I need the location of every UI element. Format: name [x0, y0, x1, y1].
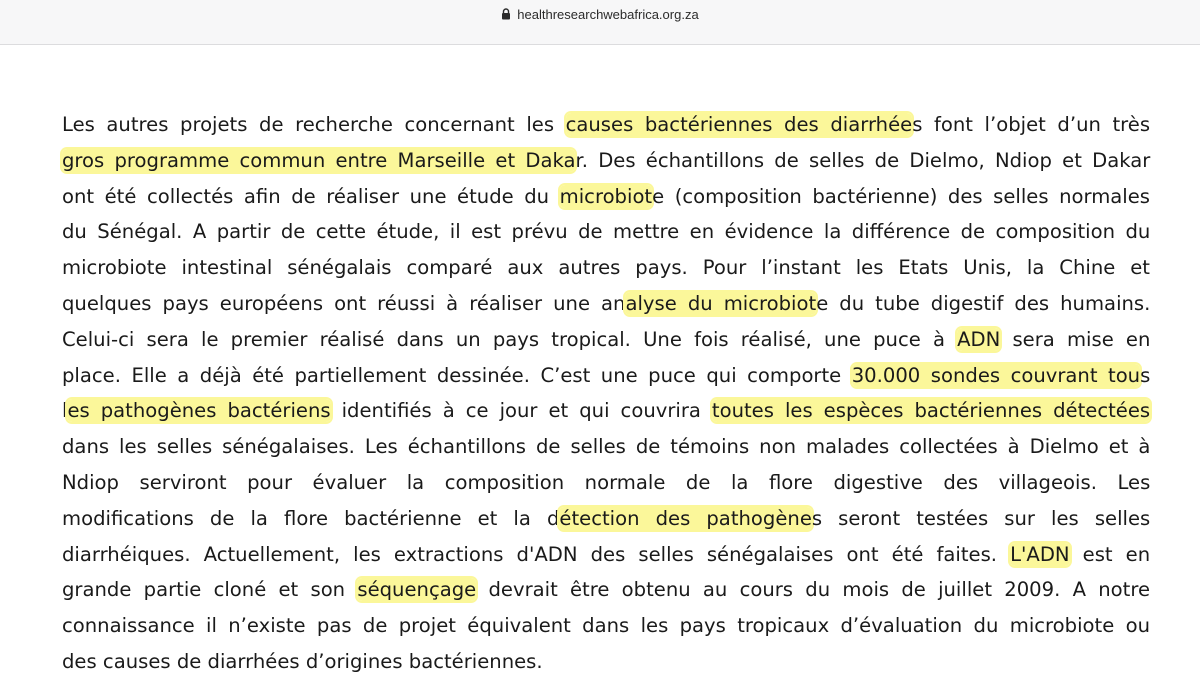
highlighted-text: es pathogènes bactériens — [67, 399, 331, 423]
highlighted-text: causes bactériennes des diarrhée — [565, 113, 913, 136]
text-line — [62, 361, 1150, 397]
text-line — [62, 575, 1150, 611]
text-line — [62, 504, 1150, 540]
text-segment: devrait être obtenu au cours du mois de juillet 2009. A notre — [476, 578, 1151, 602]
text-line — [62, 217, 1150, 253]
text-line — [62, 110, 1150, 146]
highlighted-text: étection des pathogène — [559, 506, 812, 530]
text-line — [62, 611, 1150, 647]
text-segment: identifiés à ce jour et qui couvrira — [330, 399, 712, 423]
text-segment: ont été collectés afin de réaliser une étude du — [62, 184, 560, 208]
text-segment: du Sénégal. A partir de cette étude, il est prévu de mettre en évidence la différence de composition du — [62, 220, 1151, 244]
text-segment: dans les selles sénégalaises. Les échantillons de selles de témoins non malades collectées à Dielmo et à — [62, 435, 1151, 459]
text-segment: Ndiop serviront pour évaluer la composition normale de la flore digestive des villageois. Les — [62, 470, 1151, 494]
text-line — [62, 396, 1150, 432]
text-line — [62, 253, 1150, 289]
text-segment: modifications de la flore bactérienne et la d — [62, 506, 560, 530]
text-segment: s seront testées sur les selles — [811, 506, 1151, 530]
text-segment: r. Des échantillons de selles de Dielmo, Ndiop et Dakar — [575, 148, 1151, 172]
text-segment: e du tube digestif des humains. — [816, 291, 1151, 315]
text-segment: diarrhéiques. Actuellement, les extractions d'ADN des selles sénégalaises ont été faites. — [62, 542, 1011, 566]
text-segment: grande partie cloné et son — [62, 578, 358, 602]
text-segment: microbiote intestinal sénégalais comparé aux autres pays. Pour l’instant les Etats Unis, la Chine et — [62, 256, 1150, 280]
highlighted-text: microbiot — [559, 184, 653, 208]
text-segment: connaissance il n’existe pas de projet équivalent dans les pays tropicaux d’évaluation du microbiote ou — [62, 614, 1150, 638]
document-body — [62, 110, 1150, 683]
highlighted-text: ADN — [957, 327, 1001, 351]
text-line — [62, 468, 1150, 504]
highlighted-text: L'ADN — [1010, 542, 1070, 566]
text-segment: l — [62, 399, 68, 423]
text-segment: quelques pays européens ont réussi à réaliser une an — [62, 291, 626, 315]
url-display[interactable] — [501, 7, 698, 22]
url-text: healthresearchwebafrica.org.za — [517, 6, 699, 22]
lock-icon — [501, 8, 511, 20]
text-line — [62, 325, 1150, 361]
text-line — [62, 432, 1150, 468]
text-segment: Celui-ci sera le premier réalisé dans un pays tropical. Une fois réalisé, une puce à — [62, 327, 958, 351]
text-segment: s font l’objet d’un très — [912, 113, 1151, 136]
browser-address-bar[interactable] — [0, 0, 1200, 45]
text-segment: s — [1140, 363, 1151, 387]
text-segment: e (composition bactérienne) des selles normales — [652, 184, 1150, 208]
highlighted-text: gros programme commun entre Marseille et Daka — [62, 148, 576, 172]
highlighted-text: toutes les espèces bactériennes détectées — [711, 399, 1151, 423]
text-line — [62, 146, 1150, 182]
text-line — [62, 540, 1150, 576]
text-segment: est en — [1069, 542, 1151, 566]
text-segment: Les autres projets de recherche concernant les — [62, 113, 566, 136]
text-line — [62, 289, 1150, 325]
highlighted-text: 30.000 sondes couvrant tou — [851, 363, 1141, 387]
text-segment: des causes de diarrhées d’origines bactériennes. — [62, 649, 543, 673]
text-line — [62, 647, 1150, 683]
highlighted-text: alyse du microbiot — [625, 291, 817, 315]
text-line — [62, 182, 1150, 218]
text-segment: place. Elle a déjà été partiellement dessinée. C’est une puce qui comporte — [62, 363, 852, 387]
highlighted-text: séquençage — [357, 578, 477, 602]
text-segment: sera mise en — [1000, 327, 1151, 351]
